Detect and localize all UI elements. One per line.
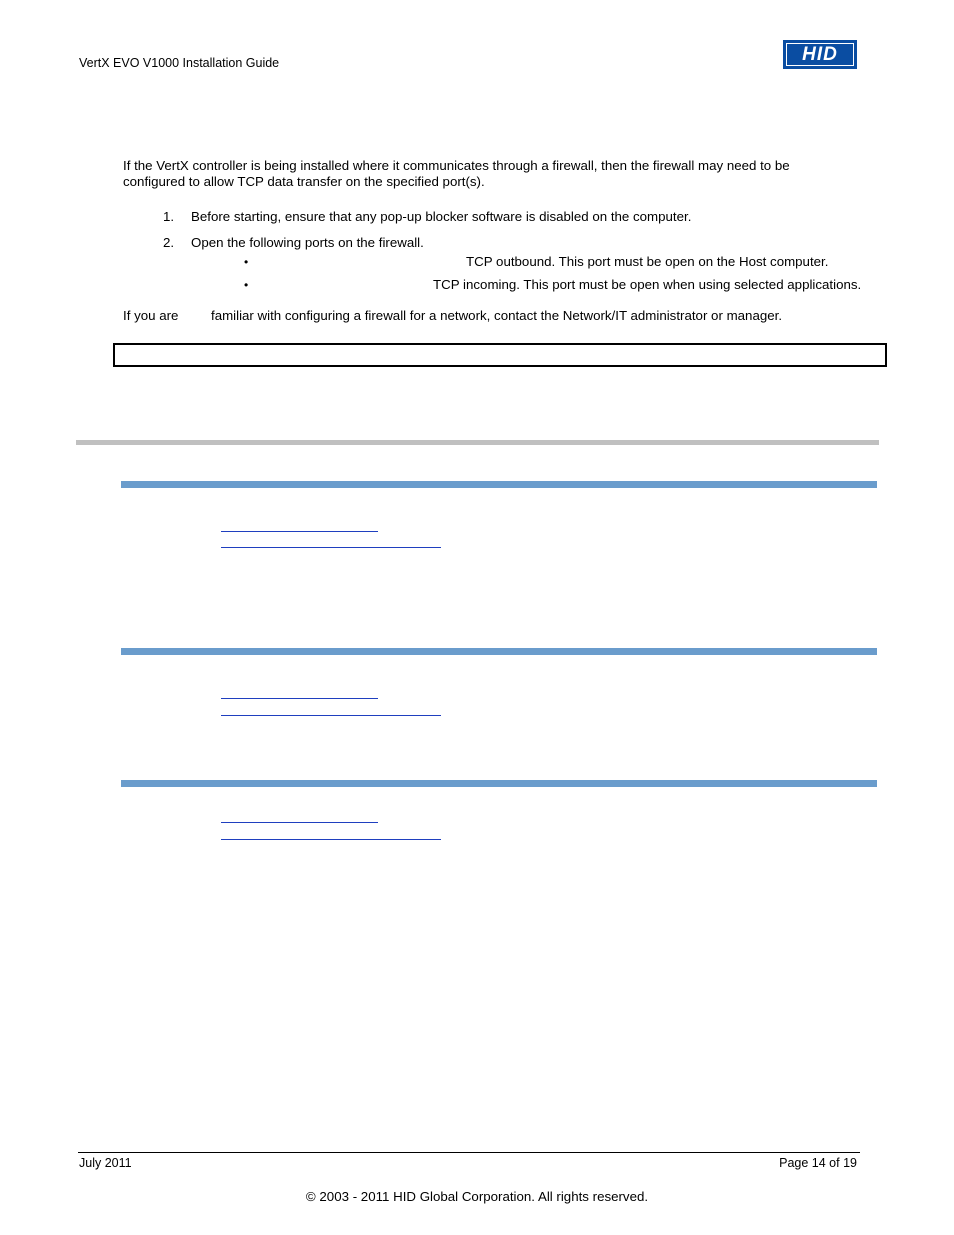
copyright: © 2003 - 2011 HID Global Corporation. All rights reserved.: [305, 1189, 649, 1204]
link-underline[interactable]: [221, 839, 441, 840]
note-box: [113, 343, 887, 367]
bullet-icon: •: [244, 255, 249, 269]
closing-text-end: familiar with configuring a firewall for a network, contact the Network/IT administrator or manager.: [211, 308, 783, 323]
footer-date: July 2011: [79, 1156, 132, 1170]
step-number: 2.: [163, 235, 175, 250]
section-divider: [76, 440, 879, 445]
page-number: Page 14 of 19: [779, 1156, 857, 1170]
step-text: Before starting, ensure that any pop-up blocker software is disabled on the computer.: [191, 209, 692, 224]
hid-logo-text: HID: [786, 43, 854, 66]
step-text: Open the following ports on the firewall.: [191, 235, 424, 250]
step-number: 1.: [163, 209, 175, 224]
link-underline[interactable]: [221, 698, 378, 699]
section-bar: [121, 780, 877, 787]
hid-logo: [783, 40, 857, 69]
intro-paragraph: If the VertX controller is being installed where it communicates through a firewall, then the firewall may need to be configured to allow TCP data transfer on the specified port(s).: [123, 158, 790, 189]
bullet-text: TCP incoming. This port must be open when using selected applications.: [433, 277, 862, 292]
section-bar: [121, 481, 877, 488]
link-underline[interactable]: [221, 822, 378, 823]
section-bar: [121, 648, 877, 655]
link-underline[interactable]: [221, 715, 441, 716]
closing-text-start: If you are: [123, 308, 179, 323]
footer-rule: [78, 1152, 860, 1153]
document-title: VertX EVO V1000 Installation Guide: [79, 56, 280, 70]
bullet-icon: •: [244, 278, 249, 292]
link-underline[interactable]: [221, 531, 378, 532]
link-underline[interactable]: [221, 547, 441, 548]
bullet-text: TCP outbound. This port must be open on the Host computer.: [466, 254, 829, 269]
